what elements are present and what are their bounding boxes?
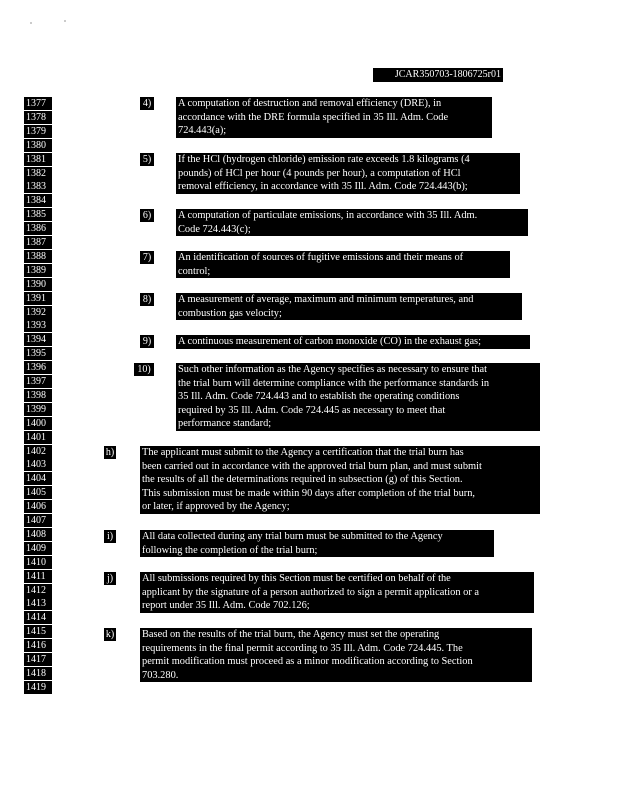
text-line: All submissions required by this Section must be certified on behalf of the [142, 573, 451, 584]
line-number: 1399 [24, 403, 52, 416]
line-number: 1384 [24, 194, 52, 207]
line-number: 1413 [24, 597, 52, 610]
text-line: A computation of destruction and removal efficiency (DRE), in [178, 98, 442, 109]
line-number: 1379 [24, 125, 52, 138]
text-line: required by 35 Ill. Adm. Code 724.445 as necessary to meet that [178, 404, 446, 416]
scan-specks [30, 20, 70, 26]
item-label-5: 5) [140, 153, 154, 166]
text-line: accordance with the DRE formula specified in 35 Ill. Adm. Code [178, 111, 449, 123]
item-text-10 [176, 363, 540, 431]
text-line: permit modification must proceed as a minor modification according to Section [142, 656, 473, 668]
text-line: 724.443(a); [178, 125, 227, 137]
line-number: 1418 [24, 667, 52, 680]
line-number: 1404 [24, 472, 52, 485]
line-number: 1405 [24, 486, 52, 499]
line-number: 1415 [24, 625, 52, 638]
line-number: 1398 [24, 389, 52, 402]
line-number: 1391 [24, 292, 52, 305]
line-number: 1381 [24, 153, 52, 166]
text-line: All data collected during any trial burn must be submitted to the Agency [142, 531, 443, 542]
line-number: 1392 [24, 306, 52, 319]
text-line: 703.280. [142, 669, 179, 681]
line-number: 1400 [24, 417, 52, 430]
line-number: 1380 [24, 139, 52, 152]
line-number: 1385 [24, 208, 52, 221]
line-number: 1409 [24, 542, 52, 555]
text-line: the results of all the determinations required in subsection (g) of this Section. [142, 474, 463, 486]
text-line: A continuous measurement of carbon monoxide (CO) in the exhaust gas; [178, 336, 481, 347]
item-label-h: h) [105, 447, 115, 458]
line-number: 1410 [24, 556, 52, 569]
text-line: the trial burn will determine compliance with the performance standards in [178, 377, 490, 389]
item-text-k [140, 628, 532, 682]
text-line: or later, if approved by the Agency; [142, 501, 290, 513]
line-number: 1395 [24, 347, 52, 360]
item-label-k: k) [105, 629, 115, 640]
text-line: pounds) of HCl per hour (4 pounds per hour), a computation of HCl [178, 167, 461, 179]
line-number: 1403 [24, 458, 52, 471]
line-number: 1397 [24, 375, 52, 388]
text-line: 35 Ill. Adm. Code 724.443 and to establish the operating conditions [178, 391, 460, 403]
item-text-9 [176, 335, 530, 349]
item-label-10: 10) [134, 363, 154, 376]
text-line: removal efficiency, in accordance with 35 Ill. Adm. Code 724.443(b); [178, 181, 468, 193]
line-number: 1416 [24, 639, 52, 652]
item-text-6 [176, 209, 528, 236]
text-line: report under 35 Ill. Adm. Code 702.126; [142, 600, 310, 612]
line-number: 1396 [24, 361, 52, 374]
text-line: Based on the results of the trial burn, the Agency must set the operating [142, 629, 440, 640]
line-number: 1407 [24, 514, 52, 527]
item-text-j [140, 572, 534, 613]
item-text-7 [176, 251, 510, 278]
line-number: 1408 [24, 528, 52, 541]
text-line: following the completion of the trial burn; [142, 544, 318, 556]
text-line: combustion gas velocity; [178, 307, 282, 319]
text-line: Code 724.443(c); [178, 223, 251, 235]
line-number: 1393 [24, 319, 52, 332]
text-line: This submission must be made within 90 days after completion of the trial burn, [142, 487, 476, 499]
text-line: A computation of particulate emissions, in accordance with 35 Ill. Adm. [178, 210, 478, 221]
text-line: Such other information as the Agency specifies as necessary to ensure that [178, 364, 488, 375]
item-label-7: 7) [140, 251, 154, 264]
line-number: 1406 [24, 500, 52, 513]
line-number: 1390 [24, 278, 52, 291]
text-line: control; [178, 265, 211, 277]
line-number: 1417 [24, 653, 52, 666]
line-number: 1402 [24, 445, 52, 458]
item-label-8: 8) [140, 293, 154, 306]
text-line: performance standard; [178, 418, 272, 430]
line-number: 1419 [24, 681, 52, 694]
item-text-4 [176, 97, 492, 138]
line-number: 1411 [24, 570, 52, 583]
item-label-j: j) [104, 572, 116, 585]
line-number: 1383 [24, 180, 52, 193]
text-line: A measurement of average, maximum and minimum temperatures, and [178, 294, 474, 305]
line-number: 1388 [24, 250, 52, 263]
text-line: requirements in the final permit according to 35 Ill. Adm. Code 724.445. The [142, 642, 463, 654]
item-text-h [140, 446, 540, 514]
text-line: If the HCl (hydrogen chloride) emission rate exceeds 1.8 kilograms (4 [178, 154, 470, 165]
line-number: 1394 [24, 333, 52, 346]
item-label-6: 6) [140, 209, 154, 222]
line-number: 1378 [24, 111, 52, 124]
item-text-i [140, 530, 494, 557]
text-line: The applicant must submit to the Agency a certification that the trial burn has [142, 447, 464, 458]
line-number: 1401 [24, 431, 52, 444]
item-label-4: 4) [140, 97, 154, 110]
line-number: 1389 [24, 264, 52, 277]
item-label-9: 9) [140, 335, 154, 348]
text-line: applicant by the signature of a person authorized to sign a permit application or a [142, 586, 480, 598]
line-number: 1386 [24, 222, 52, 235]
line-number: 1412 [24, 584, 52, 597]
line-number: 1382 [24, 167, 52, 180]
line-number: 1387 [24, 236, 52, 249]
text-line: been carried out in accordance with the approved trial burn plan, and must submit [142, 460, 482, 472]
item-label-i: i) [104, 530, 116, 543]
item-text-8 [176, 293, 522, 320]
text-line: An identification of sources of fugitive emissions and their means of [178, 252, 464, 263]
line-number: 1377 [24, 97, 52, 110]
item-text-5 [176, 153, 520, 194]
line-number: 1414 [24, 611, 52, 624]
document-code-header: JCAR350703-1806725r01 [373, 68, 503, 82]
